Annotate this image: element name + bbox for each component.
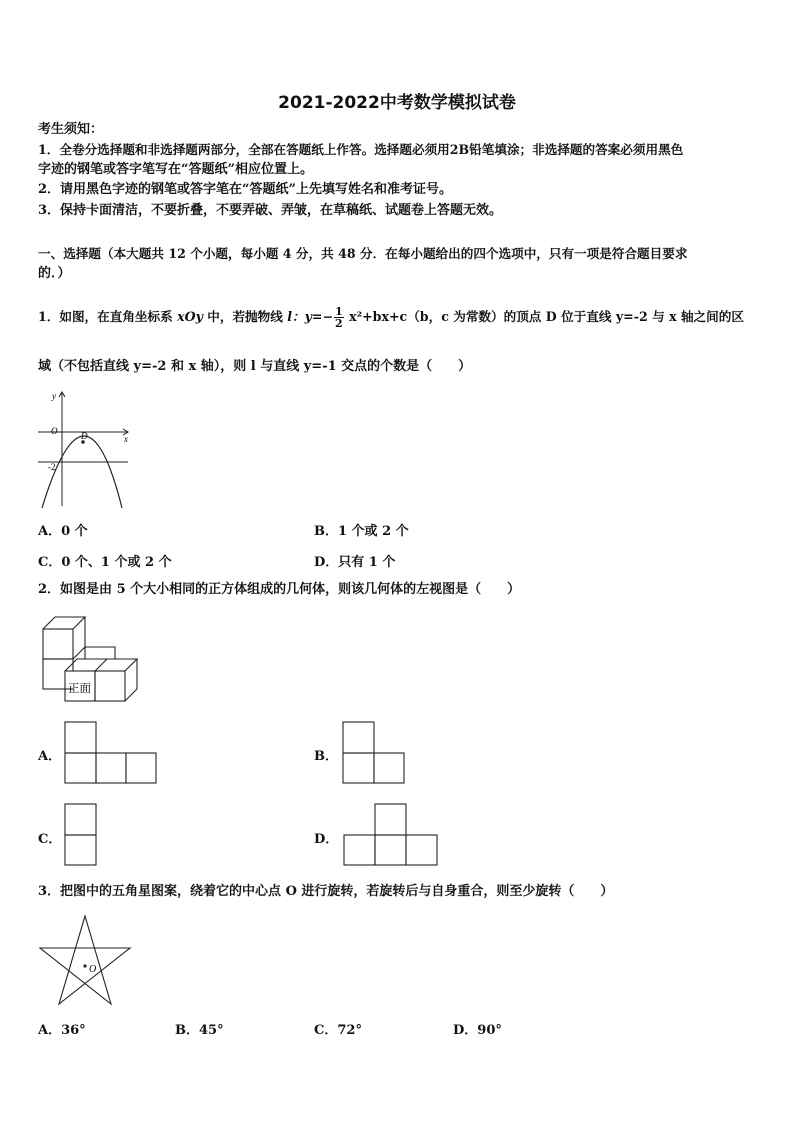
q2-option-b-label[interactable]: B． — [314, 749, 338, 764]
q3-star-outline — [40, 916, 130, 1004]
q1-option-c[interactable]: C．0 个、1 个或 2 个 — [38, 555, 172, 570]
notice-item-1: 1．全卷分选择题和非选择题两部分，全部在答题纸上作答。选择题必须用2B铅笔填涂；非选择题的答案必须用黑色 — [38, 142, 684, 157]
notice-item-2: 2．请用黑色字迹的钢笔或答字笔在“答题纸”上先填写姓名和准考证号。 — [38, 182, 453, 197]
q1-frac-den: 2 — [335, 317, 343, 330]
q1-l-expr: l：y=− — [287, 309, 334, 324]
q3-center-point — [83, 964, 86, 967]
q1-option-d[interactable]: D．只有 1 个 — [314, 555, 396, 570]
q1-label-vertex: D — [81, 431, 88, 441]
q2-option-d-label[interactable]: D． — [314, 832, 339, 847]
q2-stem: 2．如图是由 5 个大小相同的正方体组成的几何体，则该几何体的左视图是（ ） — [38, 582, 521, 597]
q1-stem-line1 — [38, 306, 744, 329]
q3-option-a[interactable]: A．36° — [38, 1023, 86, 1038]
q2-option-a-figure[interactable] — [64, 721, 158, 784]
q2-cubes-figure — [40, 612, 148, 704]
q1-label-minus2: -2 — [48, 462, 56, 472]
q1-parabola-curve — [42, 436, 122, 508]
page-title: 2021-2022中考数学模拟试卷 — [278, 93, 516, 113]
q1-frac-num: 1 — [335, 305, 343, 318]
q1-option-a[interactable]: A．0 个 — [38, 524, 88, 539]
q1-parabola-figure — [36, 390, 136, 508]
q1-text-b: 中，若抛物线 — [202, 309, 288, 324]
q2-option-c-label[interactable]: C． — [38, 832, 62, 847]
q2-option-c-figure[interactable] — [64, 803, 98, 866]
q1-option-b[interactable]: B．1 个或 2 个 — [314, 524, 409, 539]
q3-stem: 3．把图中的五角星图案，绕着它的中心点 O 进行旋转，若旋转后与自身重合，则至少旋转（ ） — [38, 884, 614, 899]
q3-option-d[interactable]: D．90° — [453, 1023, 502, 1038]
section-heading-line2: 的．） — [38, 266, 71, 281]
q1-label-x: x — [124, 434, 128, 444]
notice-item-1-cont: 字迹的钢笔或答字笔写在“答题纸”相应位置上。 — [38, 162, 313, 177]
q1-fraction — [334, 306, 344, 329]
q2-option-d-figure[interactable] — [343, 803, 439, 866]
q3-star-figure — [38, 914, 132, 1006]
q3-option-c[interactable]: C．72° — [314, 1023, 362, 1038]
q3-option-b[interactable]: B．45° — [175, 1023, 224, 1038]
section-heading-line1: 一、选择题（本大题共 12 个小题，每小题 4 分，共 48 分．在每小题给出的四个选项中，只有一项是符合题目要求 — [38, 246, 688, 261]
q1-xoy: xOy — [177, 309, 203, 324]
q2-option-b-figure[interactable] — [342, 721, 406, 784]
q1-stem-line2: 域（不包括直线 y=-2 和 x 轴），则 l 与直线 y=-1 交点的个数是（ ） — [38, 359, 472, 374]
q1-label-origin: O — [51, 426, 58, 436]
q2-option-a-label[interactable]: A． — [38, 749, 62, 764]
q1-text-c: x²+bx+c（b，c 为常数）的顶点 D 位于直线 y=-2 与 x 轴之间的区 — [344, 309, 744, 324]
notice-item-3: 3．保持卡面清洁，不要折叠，不要弄破、弄皱，在草稿纸、试题卷上答题无效。 — [38, 203, 503, 218]
q3-center-label: O — [89, 964, 97, 975]
q1-text-a: 1．如图，在直角坐标系 — [38, 309, 178, 324]
notice-heading: 考生须知： — [38, 122, 104, 137]
q2-front-label: 正面 — [68, 681, 91, 695]
q1-label-y: y — [52, 391, 56, 401]
